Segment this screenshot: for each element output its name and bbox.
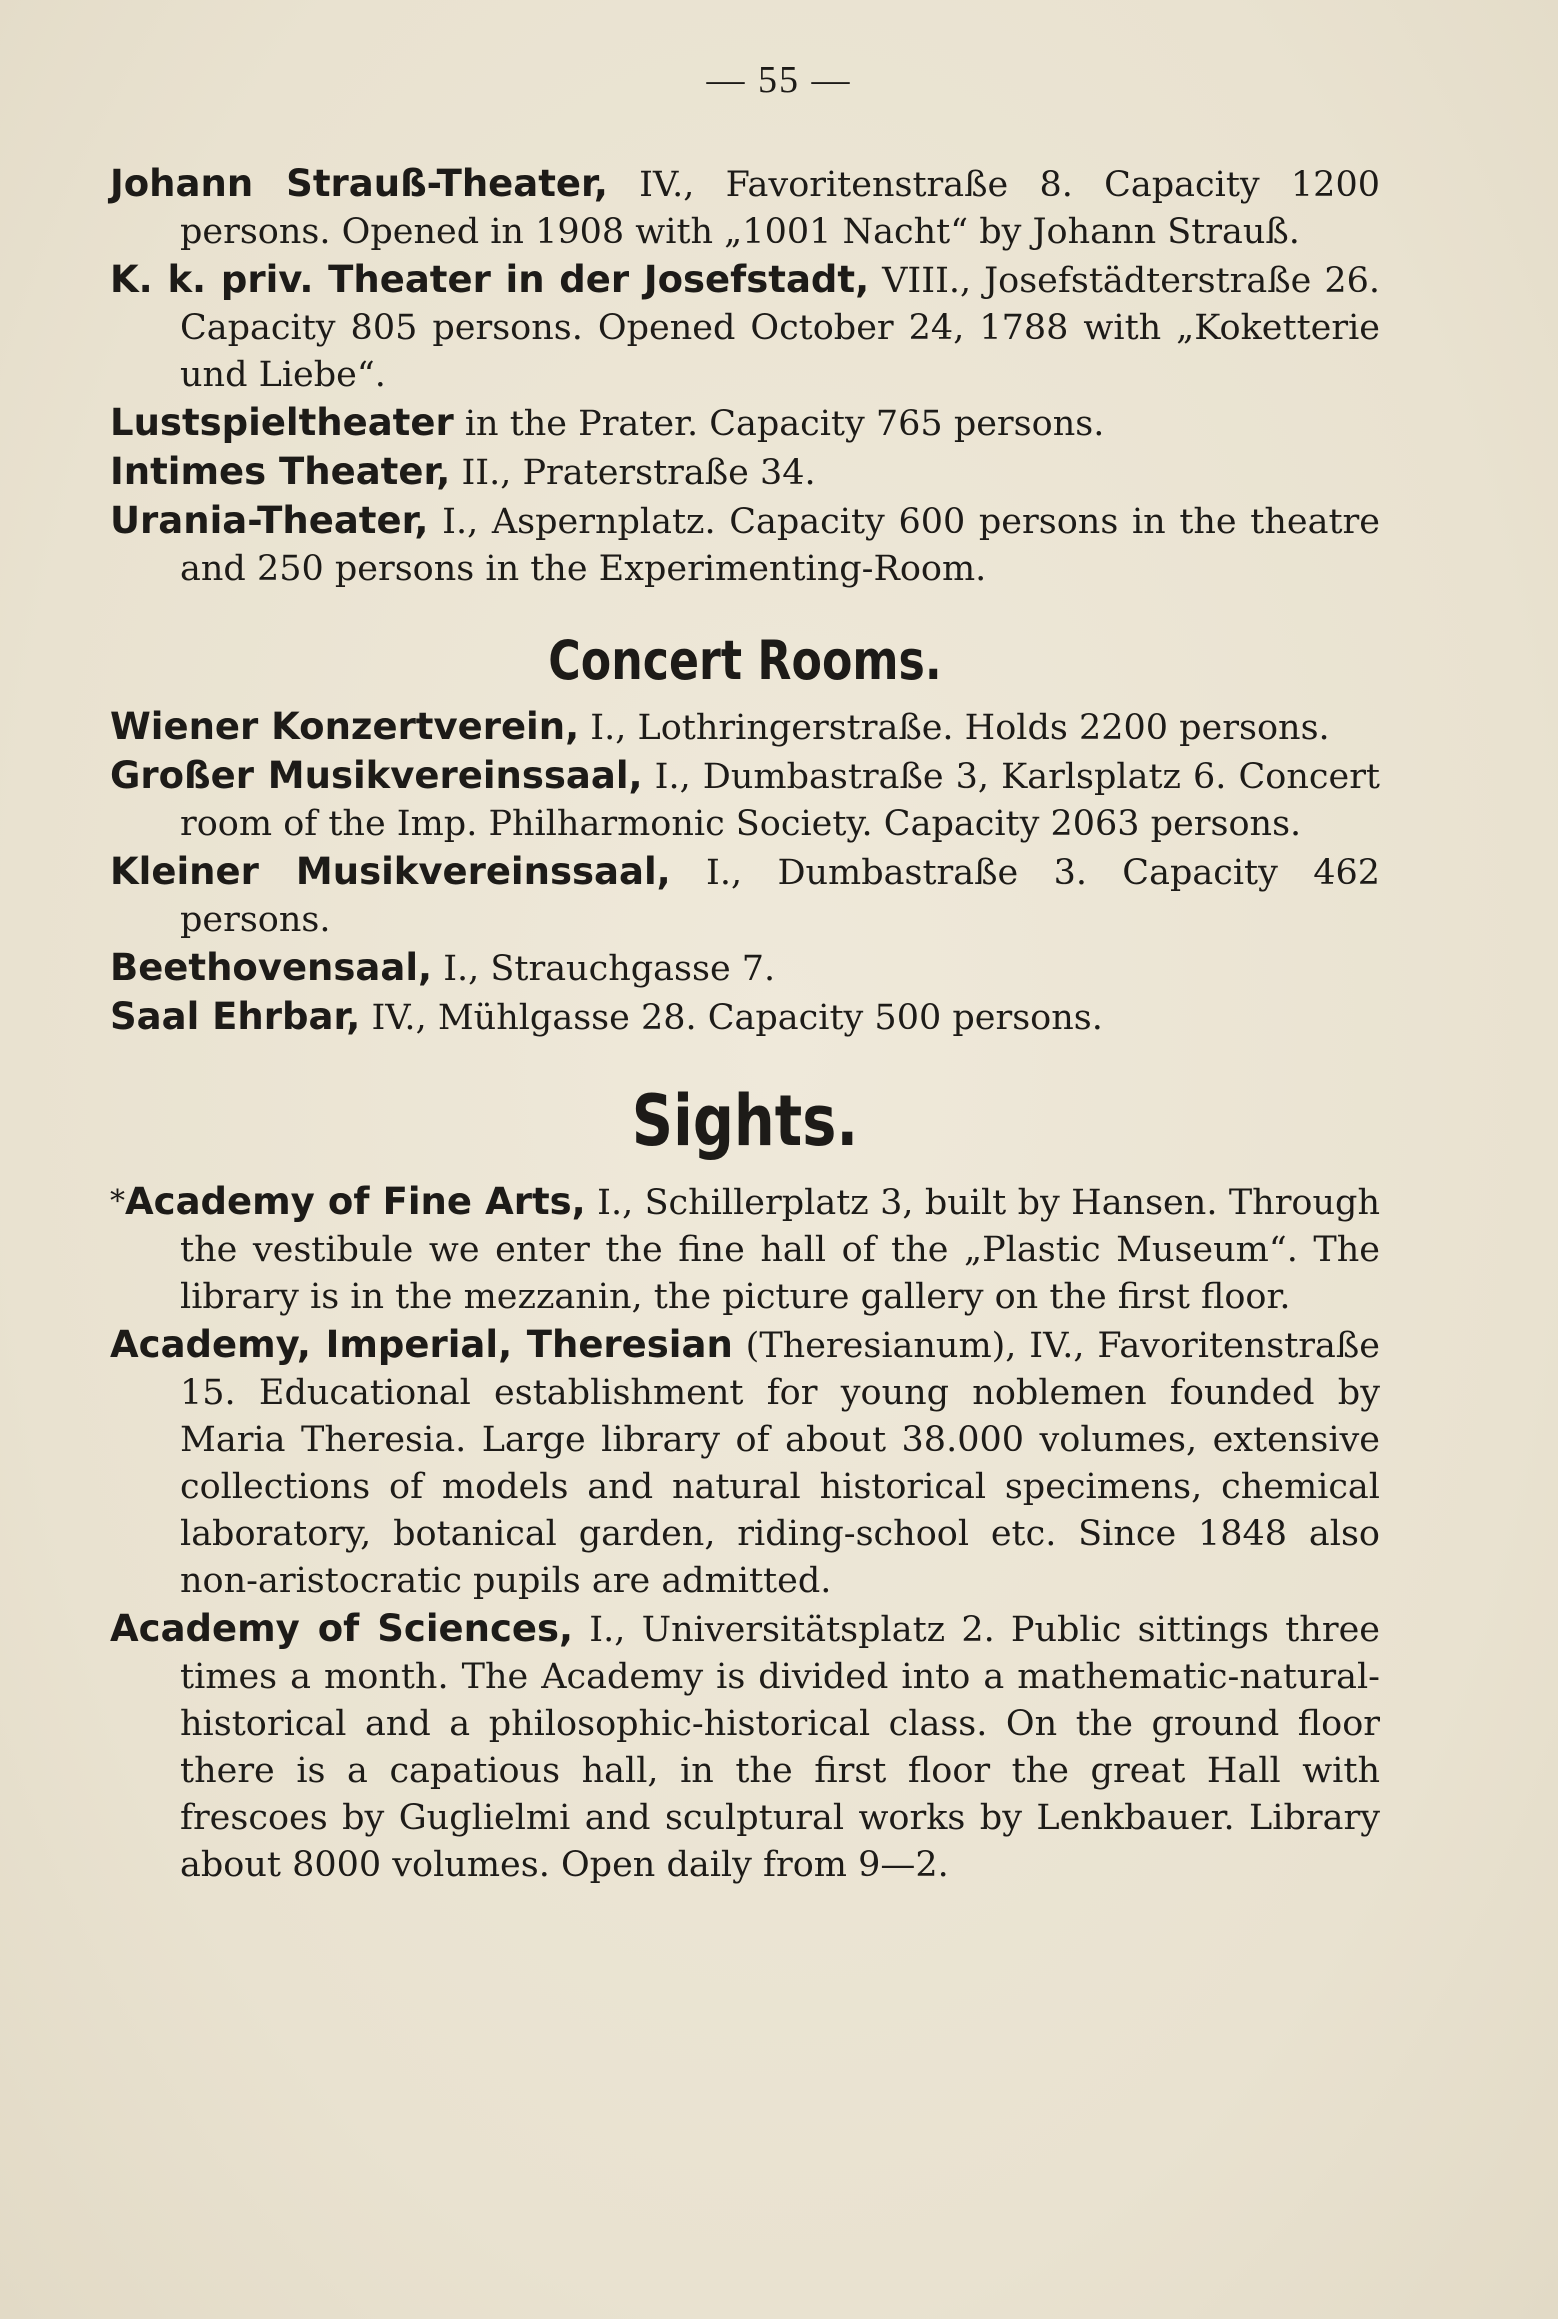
entry-text: IV., Favoritenstraße 8. Capacity 1200 persons. Opened in 1908 with „1001 Nacht“ by Johann Strauß.	[180, 165, 1380, 252]
entry-name: Academy, Imperial, Theresian	[110, 1323, 733, 1366]
entry-academy-sciences	[110, 1605, 1380, 1889]
section-heading-concert-rooms: Concert Rooms.	[548, 629, 942, 692]
entry-grosser-musikvereinssaal	[110, 752, 1380, 848]
entry-text: I., Dumbastraße 3. Capacity 462 persons.	[180, 853, 1381, 940]
entry-name: Urania-Theater,	[110, 499, 429, 542]
entry-beethovensaal	[110, 944, 1380, 993]
entry-name: Beethovensaal,	[110, 946, 433, 989]
entry-kleiner-musikvereinssaal	[110, 848, 1380, 944]
entry-name: Wiener Konzertverein,	[110, 705, 580, 748]
page-number: — 55 —	[706, 59, 852, 101]
entry-text: I., Dumbastraße 3, Karlsplatz 6. Concert room of the Imp. Philharmonic Society. Capacity 2063 persons.	[180, 757, 1381, 844]
entry-name: Academy of Fine Arts,	[125, 1180, 586, 1223]
entry-text: (Theresianum), IV., Favoritenstraße 15. Educational establishment for young noblemen founded by Maria Theresia. Large library of about 38.000 volumes, extensive collections of models and natural historical specimens, chemical laboratory, botanical garden, riding-school etc. Since 1848 also non-aristocratic pupils are admitted.	[180, 1326, 1380, 1601]
entry-name: Academy of Sciences,	[110, 1607, 574, 1650]
entry-name: Intimes Theater,	[110, 450, 451, 493]
entry-theater-josefstadt	[110, 256, 1380, 399]
entry-text: in the Prater. Capacity 765 persons.	[453, 404, 1105, 444]
entry-wiener-konzertverein	[110, 703, 1380, 752]
entry-name: Johann Strauß-Theater,	[110, 162, 608, 205]
entry-name: Großer Musikvereinssaal,	[110, 754, 643, 797]
entry-text: I., Lothringerstraße. Holds 2200 persons.	[579, 708, 1330, 748]
entry-text: I., Schillerplatz 3, built by Hansen. Through the vestibule we enter the fine hall of the „Plastic Museum“. The library is in the mezzanin, the picture gallery on the first floor.	[180, 1183, 1380, 1317]
entry-name: Saal Ehrbar,	[110, 995, 361, 1038]
entry-text: I., Aspernplatz. Capacity 600 persons in the theatre and 250 persons in the Experimenting-Room.	[180, 502, 1380, 589]
entry-name: K. k. priv. Theater in der Josefstadt,	[110, 258, 870, 301]
star-marker: *	[110, 1184, 125, 1219]
entry-lustspieltheater	[110, 399, 1380, 448]
entry-intimes-theater	[110, 448, 1380, 497]
entry-text: IV., Mühlgasse 28. Capacity 500 persons.	[360, 998, 1103, 1038]
entry-text: I., Strauchgasse 7.	[432, 949, 776, 989]
entry-urania-theater	[110, 497, 1380, 593]
entry-johann-strauss-theater	[110, 160, 1380, 256]
entry-name: Kleiner Musikvereinssaal,	[110, 850, 671, 893]
entry-academy-theresian	[110, 1321, 1380, 1605]
entry-name: Lustspieltheater	[110, 401, 454, 444]
entry-text: II., Praterstraße 34.	[450, 453, 816, 493]
entry-saal-ehrbar	[110, 993, 1380, 1042]
entry-academy-fine-arts	[110, 1178, 1380, 1321]
entry-text: I., Universitätsplatz 2. Public sittings three times a month. The Academy is divided into a mathematic-natural-historical and a philosophic-historical class. On the ground floor there is a capatious hall, in the first floor the great Hall with frescoes by Guglielmi and sculptural works by Lenkbauer. Library about 8000 volumes. Open daily from 9—2.	[180, 1610, 1380, 1885]
entry-text: VIII., Josefstädterstraße 26. Capacity 805 persons. Opened October 24, 1788 with „Koketterie und Liebe“.	[180, 261, 1381, 395]
page-content	[110, 160, 1380, 1889]
section-heading-sights: Sights.	[631, 1080, 859, 1162]
